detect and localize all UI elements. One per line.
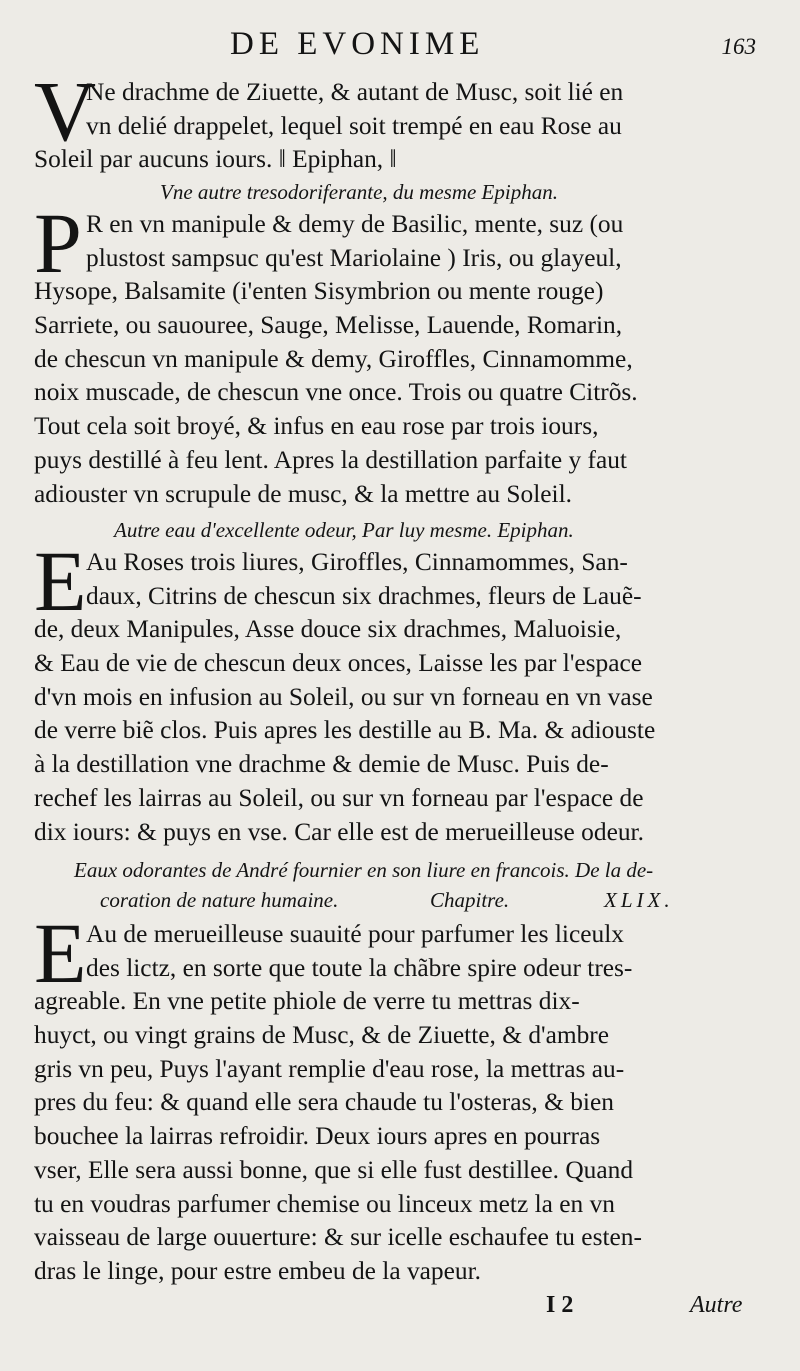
text-line: R en vn manipule & demy de Basilic, mente, suz (ou <box>86 210 624 238</box>
text-line: Tout cela soit broyé, & infus en eau rose par trois iours, <box>34 412 599 441</box>
page-number: 163 <box>721 34 756 59</box>
text-line: agreable. En vne petite phiole de verre tu mettras dix- <box>34 987 580 1016</box>
drop-cap-p: P <box>34 195 82 291</box>
drop-cap-v: V <box>34 63 97 159</box>
text-line: Sarriete, ou sauouree, Sauge, Melisse, Lauende, Romarin, <box>34 311 623 340</box>
text-line: Au Roses trois liures, Giroffles, Cinnamommes, San- <box>86 548 628 576</box>
page-header <box>0 22 800 68</box>
paragraph-1 <box>34 63 764 177</box>
text-line: huyct, ou vingt grains de Musc, & de Ziuette, & d'ambre <box>34 1021 610 1050</box>
section-heading-3-continued: coration de nature humaine. <box>100 888 339 912</box>
text-line: tu en voudras parfumer chemise ou linceux metz la en vn <box>34 1189 615 1218</box>
text-line: dix iours: & puys en vse. Car elle est de merueilleuse odeur. <box>34 817 644 846</box>
text-line: d'vn mois en infusion au Soleil, ou sur vn forneau en vn vase <box>34 682 653 711</box>
text-line: Hysope, Balsamite (i'enten Sisymbrion ou mente rouge) <box>34 277 604 306</box>
drop-cap-e: E <box>34 905 87 1001</box>
text-line: de, deux Manipules, Asse douce six drachmes, Maluoisie, <box>34 615 622 644</box>
catchword: Autre <box>690 1292 743 1318</box>
text-line: adiouster vn scrupule de musc, & la mettre au Soleil. <box>34 479 573 508</box>
chapter-number: XLIX. <box>604 888 674 912</box>
chapter-label: Chapitre. <box>430 888 510 912</box>
text-line: puys destillé à feu lent. Apres la destillation parfaite y faut <box>34 445 627 474</box>
text-line: vaisseau de large ouuerture: & sur icelle eschaufee tu esten- <box>34 1223 642 1252</box>
text-line: noix muscade, de chescun vne once. Trois ou quatre Citrõs. <box>34 378 638 407</box>
text-line: à la destillation vne drachme & demie de Musc. Puis de- <box>34 750 609 779</box>
text-line: bouchee la lairras refroidir. Deux iours apres en pourras <box>34 1122 601 1151</box>
text-line: gris vn peu, Puys l'ayant remplie d'eau rose, la mettras au- <box>34 1054 625 1083</box>
text-line: de verre biẽ clos. Puis apres les destille au B. Ma. & adiouste <box>34 716 656 745</box>
paragraph-3 <box>34 533 764 849</box>
text-line: pres du feu: & quand elle sera chaude tu l'osteras, & bien <box>34 1088 614 1117</box>
drop-cap-e: E <box>34 533 87 629</box>
signature-mark: I 2 <box>546 1292 574 1318</box>
section-heading-3: Eaux odorantes de André fournier en son liure en francois. De la de- <box>74 858 654 882</box>
text-line: daux, Citrins de chescun six drachmes, fleurs de Lauẽ- <box>86 581 642 610</box>
text-line: Au de merueilleuse suauité pour parfumer les liceulx <box>86 920 624 948</box>
text-line: de chescun vn manipule & demy, Giroffles, Cinnamomme, <box>34 344 633 373</box>
text-line: vn delié drappelet, lequel soit trempé en eau Rose au <box>86 111 622 140</box>
section-heading-1: Vne autre tresodoriferante, du mesme Epiphan. <box>160 180 558 204</box>
text-line: vser, Elle sera aussi bonne, que si elle fust destillee. Quand <box>34 1155 634 1184</box>
paragraph-4 <box>34 905 764 1289</box>
text-line: Ne drachme de Ziuette, & autant de Musc, soit lié en <box>86 78 624 106</box>
text-line: plustost sampsuc qu'est Mariolaine ) Iris, ou glayeul, <box>86 243 622 272</box>
paragraph-2 <box>34 195 764 511</box>
text-line: Soleil par aucuns iours. ‖ Epiphan, ‖ <box>34 145 397 174</box>
text-line: des lictz, en sorte que toute la chãbre spire odeur tres- <box>86 953 633 982</box>
text-line: dras le linge, pour estre embeu de la vapeur. <box>34 1256 481 1285</box>
text-line: rechef les lairras au Soleil, ou sur vn forneau par l'espace de <box>34 783 644 812</box>
running-head: DE EVONIME <box>230 26 485 62</box>
text-line: & Eau de vie de chescun deux onces, Laisse les par l'espace <box>34 649 643 678</box>
section-heading-2: Autre eau d'excellente odeur, Par luy mesme. Epiphan. <box>114 518 574 542</box>
